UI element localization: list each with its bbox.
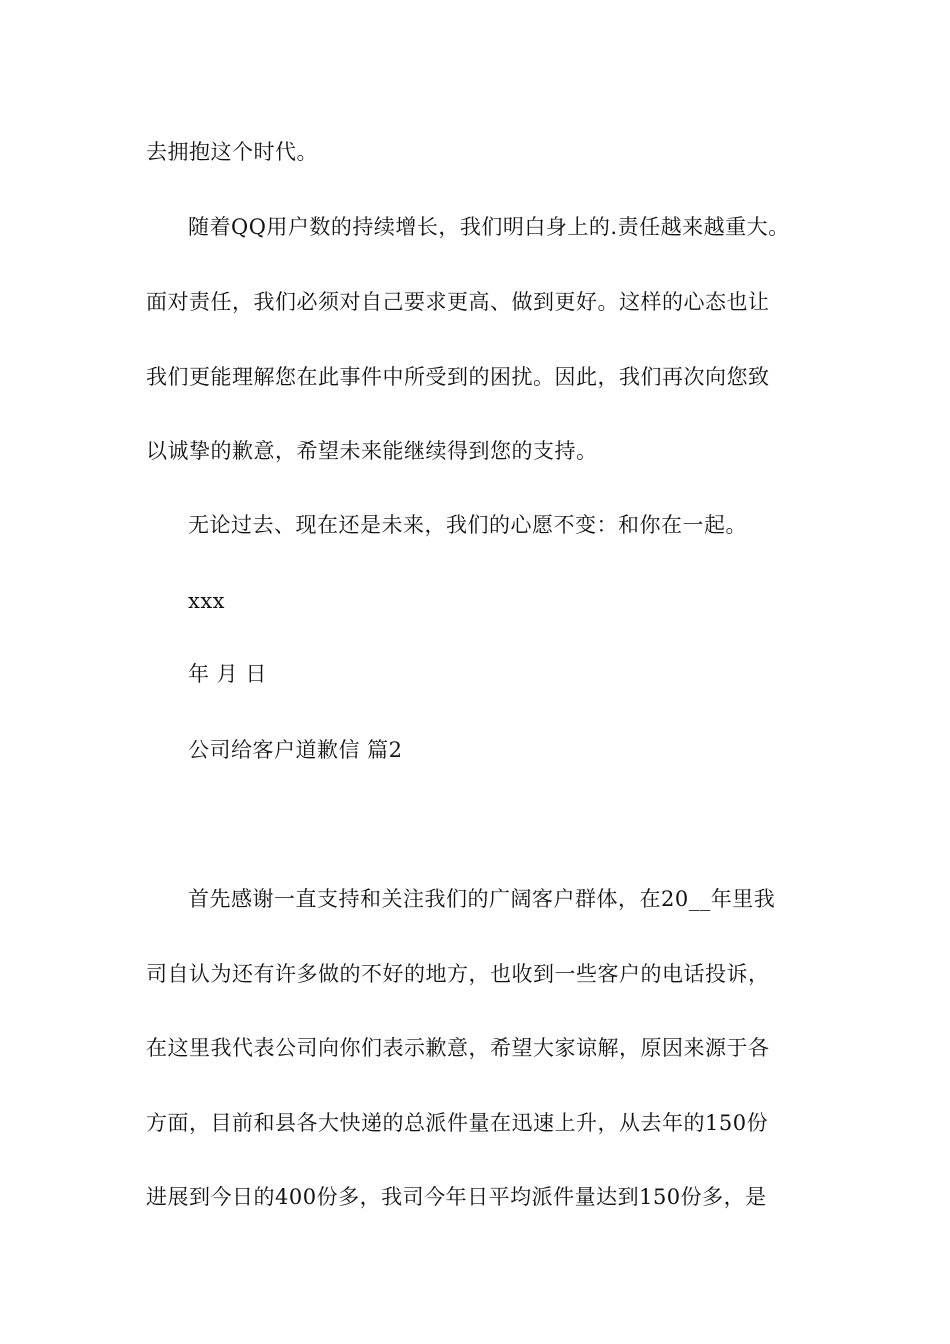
text-line: 进展到今日的400份多，我司今年日平均派件量达到150份多，是: [146, 1185, 767, 1209]
text-line: 以诚挚的歉意，希望未来能继续得到您的支持。: [146, 439, 598, 463]
text-line: 司自认为还有许多做的不好的地方，也收到一些客户的电话投诉，: [146, 962, 770, 986]
section-heading: 公司给客户道歉信 篇2: [188, 738, 403, 762]
text-line: 面对责任，我们必须对自己要求更高、做到更好。这样的心态也让: [146, 290, 770, 314]
signature-name: xxx: [188, 589, 226, 613]
text-line: 去拥抱这个时代。: [146, 140, 318, 164]
text-line: 无论过去、现在还是未来，我们的心愿不变：和你在一起。: [188, 513, 747, 537]
text-line: 我们更能理解您在此事件中所受到的困扰。因此，我们再次向您致: [146, 365, 770, 389]
text-line: 在这里我代表公司向你们表示歉意，希望大家谅解，原因来源于各: [146, 1036, 770, 1060]
text-line: 随着QQ用户数的持续增长，我们明白身上的.责任越来越重大。: [188, 215, 790, 239]
text-line: 首先感谢一直支持和关注我们的广阔客户群体，在20__年里我: [188, 887, 776, 911]
text-line: 方面，目前和县各大快递的总派件量在迅速上升，从去年的150份: [146, 1111, 769, 1135]
signature-date: 年 月 日: [188, 662, 267, 686]
